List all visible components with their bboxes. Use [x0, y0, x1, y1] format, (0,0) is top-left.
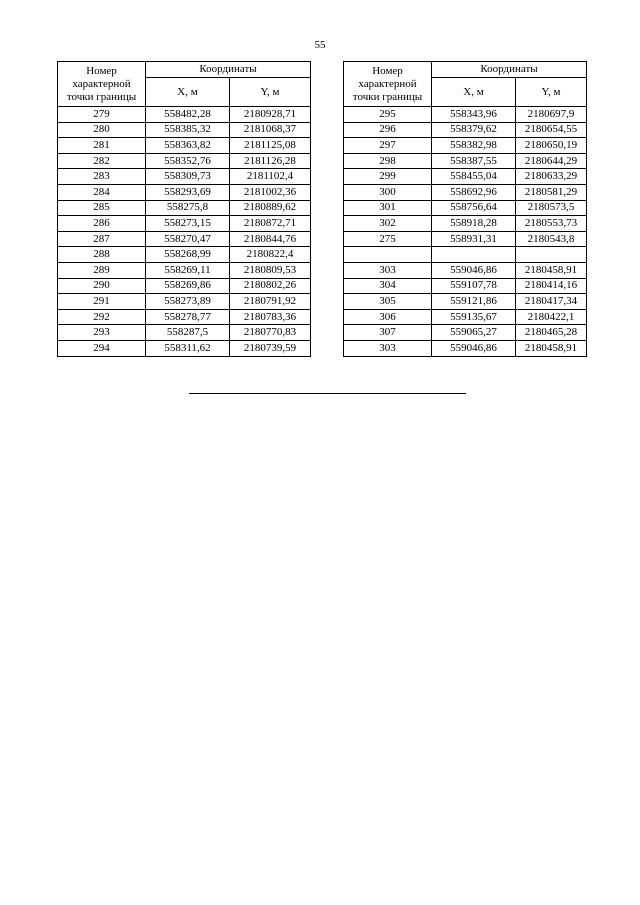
table-row: [344, 294, 587, 310]
y-coordinate-cell: 2180791,92: [230, 294, 311, 310]
point-number-cell: 287: [58, 231, 146, 247]
table-row: [58, 262, 311, 278]
point-number-cell: 289: [58, 262, 146, 278]
x-coordinate-cell: 558363,82: [146, 138, 230, 154]
separator-line: [189, 393, 466, 394]
table-row: [58, 138, 311, 154]
y-coordinate-cell: 2180822,4: [230, 247, 311, 263]
point-number-cell: 297: [344, 138, 432, 154]
table-row: [344, 122, 587, 138]
header-x: X, м: [146, 78, 230, 107]
table-row: [58, 169, 311, 185]
x-coordinate-cell: 558273,89: [146, 294, 230, 310]
table-row: [58, 325, 311, 341]
x-coordinate-cell: 559046,86: [432, 340, 516, 356]
header-point-number: Номер характерной точки границы: [344, 62, 432, 107]
y-coordinate-cell: 2180928,71: [230, 107, 311, 123]
table-row: [344, 169, 587, 185]
x-coordinate-cell: 558918,28: [432, 216, 516, 232]
x-coordinate-cell: [432, 247, 516, 263]
point-number-cell: 307: [344, 325, 432, 341]
y-coordinate-cell: 2181002,36: [230, 184, 311, 200]
x-coordinate-cell: 559135,67: [432, 309, 516, 325]
y-coordinate-cell: 2180417,34: [516, 294, 587, 310]
x-coordinate-cell: 558278,77: [146, 309, 230, 325]
point-number-cell: 299: [344, 169, 432, 185]
table-row: [58, 184, 311, 200]
point-number-cell: 281: [58, 138, 146, 154]
x-coordinate-cell: 558275,8: [146, 200, 230, 216]
table-row: [58, 107, 311, 123]
point-number-cell: 282: [58, 153, 146, 169]
point-number-cell: 285: [58, 200, 146, 216]
point-number-cell: 293: [58, 325, 146, 341]
coordinates-table-right: [343, 61, 587, 357]
y-coordinate-cell: 2180573,5: [516, 200, 587, 216]
x-coordinate-cell: 558387,55: [432, 153, 516, 169]
table-row: [344, 309, 587, 325]
point-number-cell: 291: [58, 294, 146, 310]
point-number-cell: 295: [344, 107, 432, 123]
x-coordinate-cell: 558309,73: [146, 169, 230, 185]
table-row: [58, 231, 311, 247]
table-row: [58, 200, 311, 216]
x-coordinate-cell: 559065,27: [432, 325, 516, 341]
table-row: [344, 231, 587, 247]
table-row: [344, 107, 587, 123]
x-coordinate-cell: 558287,5: [146, 325, 230, 341]
coordinates-table-left: [57, 61, 311, 357]
x-coordinate-cell: 559046,86: [432, 262, 516, 278]
point-number-cell: 303: [344, 262, 432, 278]
y-coordinate-cell: 2180889,62: [230, 200, 311, 216]
point-number-cell: 284: [58, 184, 146, 200]
y-coordinate-cell: 2180414,16: [516, 278, 587, 294]
y-coordinate-cell: 2180809,53: [230, 262, 311, 278]
y-coordinate-cell: 2180770,83: [230, 325, 311, 341]
point-number-cell: 303: [344, 340, 432, 356]
y-coordinate-cell: 2180697,9: [516, 107, 587, 123]
point-number-cell: 298: [344, 153, 432, 169]
table-row: [58, 153, 311, 169]
y-coordinate-cell: 2180458,91: [516, 262, 587, 278]
y-coordinate-cell: 2180872,71: [230, 216, 311, 232]
x-coordinate-cell: 558385,32: [146, 122, 230, 138]
y-coordinate-cell: 2180739,59: [230, 340, 311, 356]
x-coordinate-cell: 558343,96: [432, 107, 516, 123]
table-row: [344, 184, 587, 200]
table-row: [344, 138, 587, 154]
y-coordinate-cell: 2180783,36: [230, 309, 311, 325]
point-number-cell: 300: [344, 184, 432, 200]
y-coordinate-cell: [516, 247, 587, 263]
table-row: [58, 340, 311, 356]
y-coordinate-cell: 2180422,1: [516, 309, 587, 325]
point-number-cell: 290: [58, 278, 146, 294]
y-coordinate-cell: 2180543,8: [516, 231, 587, 247]
header-y: Y, м: [516, 78, 587, 107]
point-number-cell: 292: [58, 309, 146, 325]
x-coordinate-cell: 558931,31: [432, 231, 516, 247]
table-row: [58, 216, 311, 232]
y-coordinate-cell: 2180458,91: [516, 340, 587, 356]
header-y: Y, м: [230, 78, 311, 107]
y-coordinate-cell: 2181102,4: [230, 169, 311, 185]
table-row: [344, 325, 587, 341]
y-coordinate-cell: 2180844,76: [230, 231, 311, 247]
y-coordinate-cell: 2180633,29: [516, 169, 587, 185]
x-coordinate-cell: 559107,78: [432, 278, 516, 294]
x-coordinate-cell: 558269,11: [146, 262, 230, 278]
point-number-cell: 288: [58, 247, 146, 263]
table-body-left: [58, 107, 311, 357]
point-number-cell: 279: [58, 107, 146, 123]
table-row: [344, 340, 587, 356]
header-coordinates: Координаты: [432, 62, 587, 78]
y-coordinate-cell: 2180465,28: [516, 325, 587, 341]
point-number-cell: 294: [58, 340, 146, 356]
table-row: [58, 294, 311, 310]
point-number-cell: 283: [58, 169, 146, 185]
y-coordinate-cell: 2181125,08: [230, 138, 311, 154]
y-coordinate-cell: 2180644,29: [516, 153, 587, 169]
y-coordinate-cell: 2180802,26: [230, 278, 311, 294]
x-coordinate-cell: 558482,28: [146, 107, 230, 123]
header-point-number: Номер характерной точки границы: [58, 62, 146, 107]
table-row: [344, 278, 587, 294]
page-number: 55: [314, 39, 326, 51]
point-number-cell: 305: [344, 294, 432, 310]
y-coordinate-cell: 2180650,19: [516, 138, 587, 154]
point-number-cell: 280: [58, 122, 146, 138]
table-body-right: [344, 107, 587, 357]
header-coordinates: Координаты: [146, 62, 311, 78]
y-coordinate-cell: 2181068,37: [230, 122, 311, 138]
x-coordinate-cell: 558293,69: [146, 184, 230, 200]
table-row: [58, 278, 311, 294]
x-coordinate-cell: 558268,99: [146, 247, 230, 263]
point-number-cell: 304: [344, 278, 432, 294]
x-coordinate-cell: 558692,96: [432, 184, 516, 200]
table-row: [344, 200, 587, 216]
table-row: [58, 122, 311, 138]
y-coordinate-cell: 2181126,28: [230, 153, 311, 169]
point-number-cell: 296: [344, 122, 432, 138]
table-row: [344, 153, 587, 169]
point-number-cell: [344, 247, 432, 263]
table-row: [58, 247, 311, 263]
table-row: [344, 216, 587, 232]
x-coordinate-cell: 558311,62: [146, 340, 230, 356]
y-coordinate-cell: 2180553,73: [516, 216, 587, 232]
table-row: [344, 262, 587, 278]
x-coordinate-cell: 558273,15: [146, 216, 230, 232]
header-x: X, м: [432, 78, 516, 107]
y-coordinate-cell: 2180654,55: [516, 122, 587, 138]
table-row: [344, 247, 587, 263]
point-number-cell: 302: [344, 216, 432, 232]
x-coordinate-cell: 558352,76: [146, 153, 230, 169]
point-number-cell: 286: [58, 216, 146, 232]
x-coordinate-cell: 558455,04: [432, 169, 516, 185]
point-number-cell: 306: [344, 309, 432, 325]
x-coordinate-cell: 558270,47: [146, 231, 230, 247]
point-number-cell: 301: [344, 200, 432, 216]
x-coordinate-cell: 558382,98: [432, 138, 516, 154]
x-coordinate-cell: 558756,64: [432, 200, 516, 216]
x-coordinate-cell: 558269,86: [146, 278, 230, 294]
point-number-cell: 275: [344, 231, 432, 247]
x-coordinate-cell: 559121,86: [432, 294, 516, 310]
y-coordinate-cell: 2180581,29: [516, 184, 587, 200]
table-row: [58, 309, 311, 325]
x-coordinate-cell: 558379,62: [432, 122, 516, 138]
